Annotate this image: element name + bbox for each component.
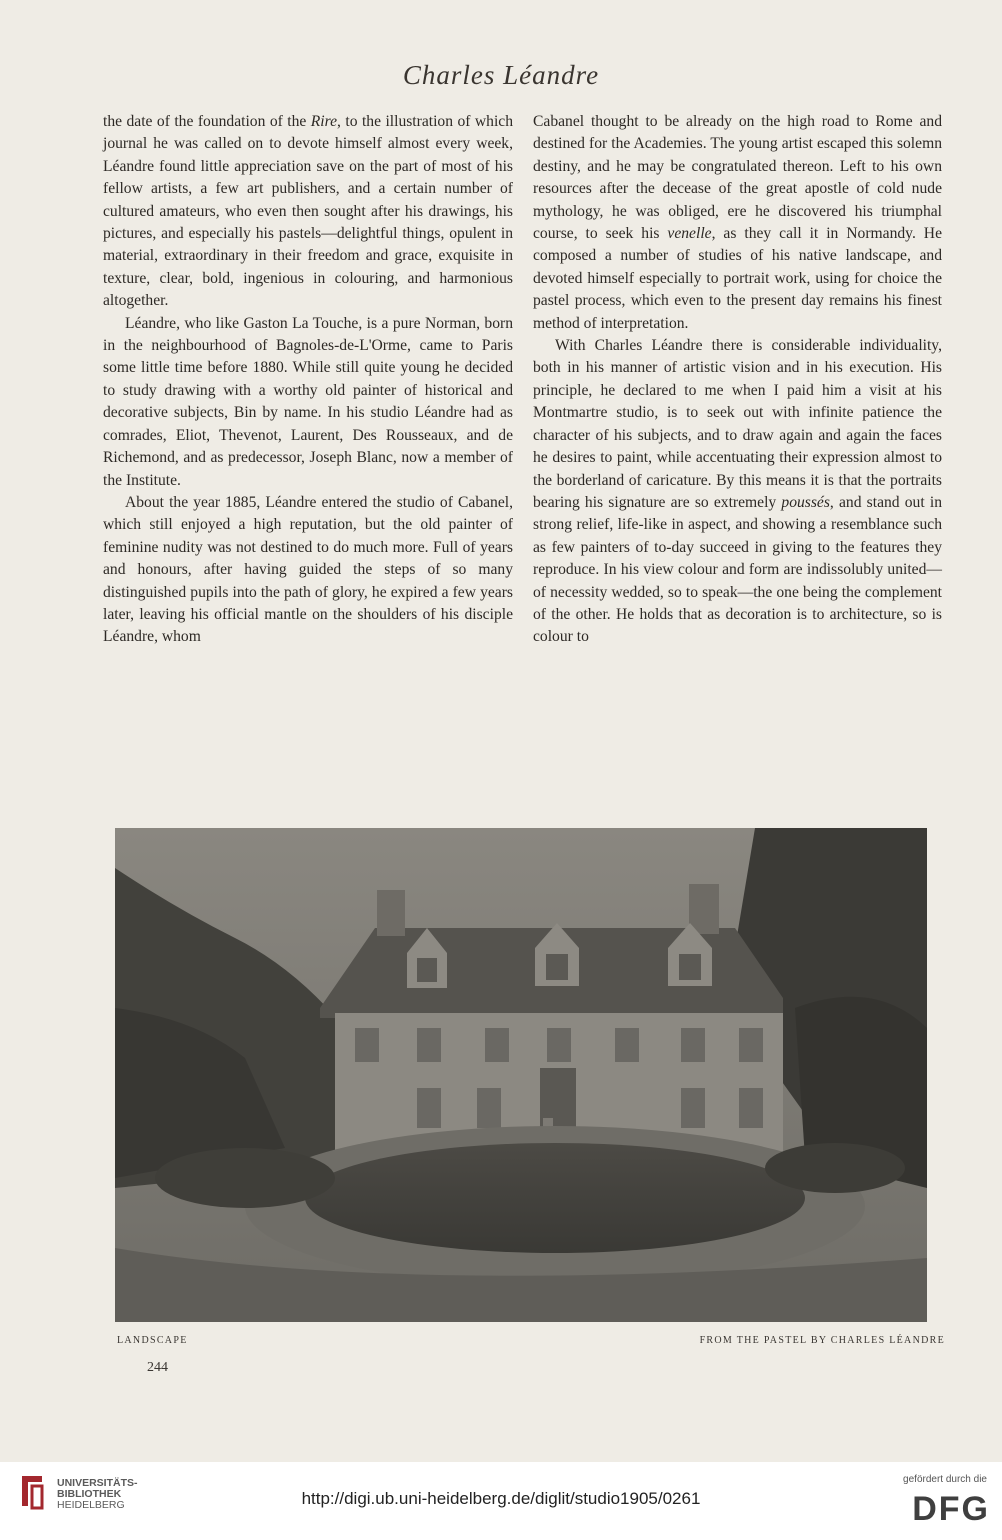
funded-by-label: gefördert durch die bbox=[903, 1474, 987, 1485]
figure-caption-credit: FROM THE PASTEL BY CHARLES LÉANDRE bbox=[699, 1335, 945, 1346]
page-number: 244 bbox=[147, 1360, 168, 1375]
house-pastel-image bbox=[115, 828, 927, 1322]
paragraph: About the year 1885, Léandre entered the studio of Cabanel, which still enjoyed a high reputation, but the old painter of feminine nudity was not destined to do much more. Full of years and honours, after having guided the steps of so many distinguished pupils into the path of glory, he expired a few years later, leaving his official mantle on the shoulders of his disciple Léandre, whom bbox=[103, 493, 513, 646]
digitization-footer bbox=[0, 1462, 1002, 1540]
paragraph: Cabanel thought to be already on the high road to Rome and destined for the Academies. The young artist escaped this solemn destiny, and he may be congratulated thereon. Left to his own resources after the decease of the great apostle of cold nude mythology, he was obliged, ere he discovered his triumphal course, to seek his venelle, as they call it in Normandy. He composed a number of studies of his native landscape, and devoted himself especially to portrait work, using for choice the pastel process, which even to the present day remains his finest method of interpretation. bbox=[533, 113, 942, 332]
figure-caption-title: LANDSCAPE bbox=[117, 1335, 188, 1346]
source-url-link[interactable]: http://digi.ub.uni-heidelberg.de/diglit/studio1905/0261 bbox=[301, 1489, 701, 1508]
term-venelle: venelle bbox=[667, 225, 712, 243]
landscape-illustration bbox=[115, 828, 927, 1322]
left-text-column bbox=[103, 111, 513, 649]
running-title: Charles Léandre bbox=[402, 60, 600, 90]
right-text-column bbox=[533, 111, 942, 649]
journal-title-rire: Rire bbox=[310, 113, 338, 130]
paragraph: Léandre, who like Gaston La Touche, is a pure Norman, born in the neighbourhood of Bagnoles-de-L'Orme, came to Paris some little time before 1880. While still quite young he decided to study drawing with a worthy old painter of historical and decorative subjects, Bin by name. In his studio Léandre had as comrades, Eliot, Thevenot, Laurent, Des Rousseaux, and de Richemond, and as predecessor, Joseph Blanc, now a member of the Institute. bbox=[103, 314, 513, 489]
term-pousses: poussés bbox=[781, 493, 830, 511]
dfg-logo: DFG bbox=[912, 1490, 990, 1528]
library-name: UNIVERSITÄTS- BIBLIOTHEK HEIDELBERG bbox=[57, 1477, 138, 1511]
paragraph: the date of the foundation of the Rire, to the illustration of which journal he was called on to devote himself almost every week, Léandre found little appreciation save on the part of most of his fellow artists, a few art publishers, and a certain number of cultured amateurs, who even then sought after his drawings, his pictures, and especially his pastels—delightful things, opulent in material, extraordinary in their freedom and grace, exquisite in texture, clear, bold, ingenious in colouring, and harmonious altogether. bbox=[103, 113, 513, 310]
paragraph: With Charles Léandre there is considerable individuality, both in his manner of artistic vision and in his execution. His principle, he declared to me when I paid him a visit at his Montmartre studio, is to seek out with infinite patience the character of his subjects, and to draw again and again the faces he desires to paint, while accentuating their expression almost to the borderland of caricature. By this means it is that the portraits bearing his signature are so extremely poussés, and stand out in strong relief, life-like in aspect, and showing a resemblance such as few painters of to-day succeed in giving to the features they reproduce. In his view colour and form are indissolubly united—of necessity wedded, so to speak—the one being the complement of the other. He holds that as decoration is to architecture, so is colour to bbox=[533, 337, 942, 646]
